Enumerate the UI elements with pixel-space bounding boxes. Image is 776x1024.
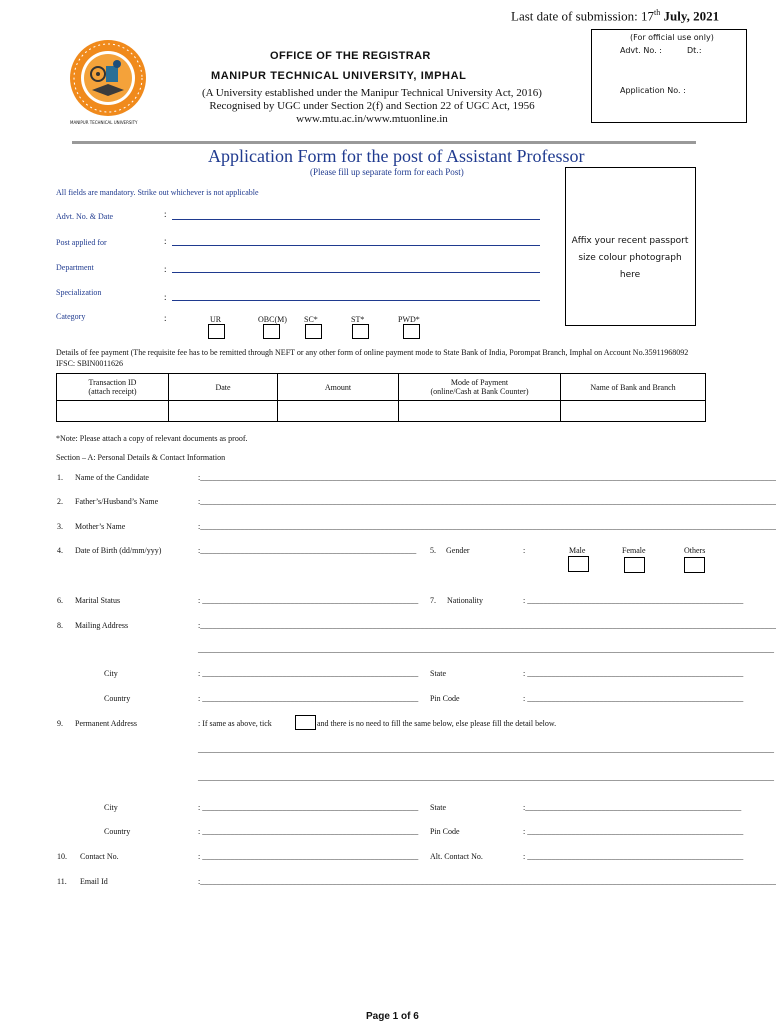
gender-others-checkbox[interactable] xyxy=(684,557,705,573)
alt-contact-label: Alt. Contact No. xyxy=(430,852,483,861)
candidate-name-label: Name of the Candidate xyxy=(75,473,149,482)
application-no-label: Application No. : xyxy=(620,86,686,95)
specialization-label: Specialization xyxy=(56,288,102,297)
fee-amount-input[interactable] xyxy=(278,401,399,422)
mother-name-label: Mother’s Name xyxy=(75,522,126,531)
permanent-city-label: City xyxy=(104,803,118,812)
header-divider xyxy=(72,141,696,144)
post-applied-field[interactable] xyxy=(172,245,540,246)
last-date-of-submission: Last date of submission: 17th July, 2021 xyxy=(511,8,720,24)
specialization-field[interactable] xyxy=(172,300,540,301)
permanent-address-field-1[interactable]: ________________________________________________________________________________________________________________________________________________ xyxy=(198,745,774,754)
same-as-above-checkbox[interactable] xyxy=(295,715,316,730)
permanent-country-label: Country xyxy=(104,827,131,836)
candidate-name-field[interactable]: :________________________________________________________________________________________________________________________________________________ xyxy=(198,473,776,482)
website-line: www.mtu.ac.in/www.mtuonline.in xyxy=(296,113,448,125)
nationality-label: Nationality xyxy=(447,596,483,605)
post-applied-label: Post applied for xyxy=(56,238,107,247)
university-info xyxy=(192,87,552,126)
gender-male-label: Male xyxy=(569,546,586,555)
same-as-above-text: : If same as above, tick xyxy=(198,719,272,728)
permanent-address-label: Permanent Address xyxy=(75,719,137,728)
contact-no-label: Contact No. xyxy=(80,852,119,861)
form-subtitle: (Please fill up separate form for each Post) xyxy=(310,167,464,177)
page-number: Page 1 of 6 xyxy=(366,1011,419,1022)
fee-col-amount: Amount xyxy=(278,374,399,401)
permanent-state-field[interactable]: :______________________________________________________ xyxy=(523,803,742,812)
category-st-label: ST* xyxy=(351,315,365,324)
mailing-city-field[interactable]: : ______________________________________________________ xyxy=(198,669,419,678)
advt-no-label: Advt. No. : xyxy=(620,46,662,55)
official-use-title: (For official use only) xyxy=(630,33,714,42)
permanent-address-field-2[interactable]: ________________________________________________________________________________________________________________________________________________ xyxy=(198,773,774,782)
fee-col-transaction: Transaction ID (attach receipt) xyxy=(57,374,169,401)
advt-no-label: Advt. No. & Date xyxy=(56,212,114,221)
permanent-pin-label: Pin Code xyxy=(430,827,460,836)
fee-table xyxy=(56,373,706,422)
category-label: Category xyxy=(56,312,86,321)
mailing-address-label: Mailing Address xyxy=(75,621,129,630)
gender-female-label: Female xyxy=(622,546,646,555)
permanent-state-label: State xyxy=(430,803,446,812)
email-label: Email Id xyxy=(80,877,108,886)
ugc-line: Recognised by UGC under Section 2(f) and Section 22 of UGC Act, 1956 xyxy=(209,100,535,112)
permanent-country-field[interactable]: : ______________________________________________________ xyxy=(198,827,419,836)
gender-male-checkbox[interactable] xyxy=(568,556,589,572)
mailing-state-label: State xyxy=(430,669,446,678)
father-name-field[interactable]: :________________________________________________________________________________________________________________________________________________ xyxy=(198,497,776,506)
department-field[interactable] xyxy=(172,272,540,273)
mandatory-note: All fields are mandatory. Strike out whichever is not applicable xyxy=(56,188,259,197)
fee-bank-input[interactable] xyxy=(561,401,706,422)
university-logo xyxy=(62,38,154,128)
category-obc-label: OBC(M) xyxy=(258,315,287,324)
dob-label: Date of Birth (dd/mm/yyy) xyxy=(75,546,162,555)
mailing-state-field[interactable]: : ______________________________________________________ xyxy=(523,669,744,678)
category-ur-checkbox[interactable] xyxy=(208,324,225,339)
marital-status-label: Marital Status xyxy=(75,596,121,605)
mailing-pin-label: Pin Code xyxy=(430,694,460,703)
fee-transaction-input[interactable] xyxy=(57,401,169,422)
category-sc-checkbox[interactable] xyxy=(305,324,322,339)
attach-note: *Note: Please attach a copy of relevant documents as proof. xyxy=(56,434,248,443)
same-as-above-instruction: and there is no need to fill the same below, else please fill the detail below. xyxy=(317,719,557,728)
alt-contact-field[interactable]: : ______________________________________________________ xyxy=(523,852,744,861)
nationality-field[interactable]: : ______________________________________________________ xyxy=(523,596,744,605)
establishment-line: (A University established under the Manipur Technical University Act, 2016) xyxy=(202,87,542,99)
fee-col-mode: Mode of Payment (online/Cash at Bank Counter) xyxy=(399,374,561,401)
fee-col-date: Date xyxy=(169,374,278,401)
marital-status-field[interactable]: : ______________________________________________________ xyxy=(198,596,419,605)
dob-field[interactable]: :______________________________________________________ xyxy=(198,546,417,555)
permanent-city-field[interactable]: : ______________________________________________________ xyxy=(198,803,419,812)
permanent-pin-field[interactable]: : ______________________________________________________ xyxy=(523,827,744,836)
email-field[interactable]: :________________________________________________________________________________________________________________________________________________ xyxy=(198,877,776,886)
fee-date-input[interactable] xyxy=(169,401,278,422)
section-a-heading: Section – A: Personal Details & Contact Information xyxy=(56,453,226,462)
mailing-pin-field[interactable]: : ______________________________________________________ xyxy=(523,694,744,703)
category-ur-label: UR xyxy=(210,315,222,324)
mailing-city-label: City xyxy=(104,669,118,678)
mother-name-field[interactable]: :________________________________________________________________________________________________________________________________________________ xyxy=(198,522,776,531)
mailing-country-label: Country xyxy=(104,694,131,703)
mailing-address-field-1[interactable]: :________________________________________________________________________________________________________________________________________________ xyxy=(198,621,776,630)
category-pwd-label: PWD* xyxy=(398,315,420,324)
gender-female-checkbox[interactable] xyxy=(624,557,645,573)
logo-caption: MANIPUR TECHNICAL UNIVERSITY xyxy=(70,120,138,125)
official-use-box xyxy=(591,29,747,123)
fee-payment-instructions: Details of fee payment (The requisite fee has to be remitted through NEFT or any other form of online payment mode to State Bank of India, Porompat Branch, Imphal on Account No.35911968092 IFSC: SBIN0011626 xyxy=(56,348,689,368)
photo-instruction: Affix your recent passport size colour photograph here xyxy=(571,236,689,280)
mailing-address-field-2[interactable]: ________________________________________________________________________________________________________________________________________________ xyxy=(198,645,774,654)
father-name-label: Father’s/Husband’s Name xyxy=(75,497,159,506)
date-label: Dt.: xyxy=(687,46,702,55)
department-label: Department xyxy=(56,263,94,272)
category-st-checkbox[interactable] xyxy=(352,324,369,339)
university-name: MANIPUR TECHNICAL UNIVERSITY, IMPHAL xyxy=(211,70,467,82)
fee-col-bank: Name of Bank and Branch xyxy=(561,374,706,401)
gender-others-label: Others xyxy=(684,546,706,555)
fee-mode-input[interactable] xyxy=(399,401,561,422)
gender-label: Gender xyxy=(446,546,470,555)
office-heading: OFFICE OF THE REGISTRAR xyxy=(270,50,431,62)
category-sc-label: SC* xyxy=(304,315,318,324)
advt-no-field[interactable] xyxy=(172,219,540,220)
category-obc-checkbox[interactable] xyxy=(263,324,280,339)
category-pwd-checkbox[interactable] xyxy=(403,324,420,339)
form-title: Application Form for the post of Assistant Professor xyxy=(208,146,585,166)
mailing-country-field[interactable]: : ______________________________________________________ xyxy=(198,694,419,703)
contact-no-field[interactable]: : ______________________________________________________ xyxy=(198,852,419,861)
